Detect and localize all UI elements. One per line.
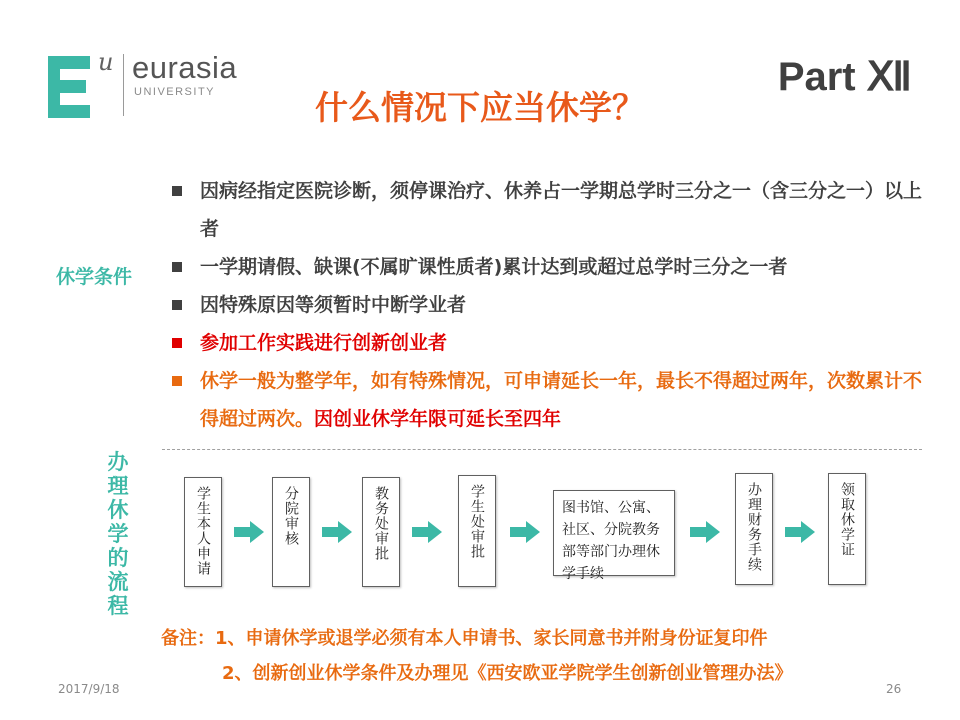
square-bullet-icon	[172, 338, 182, 348]
logo-subtitle: UNIVERSITY	[134, 86, 216, 98]
flow-step-text: 学生处审批	[469, 484, 485, 559]
flow-step-text: 图书馆、公寓、社区、分院教务部等部门办理休学手续	[562, 500, 660, 582]
list-item	[168, 324, 928, 362]
right-arrow-icon	[785, 521, 815, 543]
right-arrow-icon	[690, 521, 720, 543]
bullet-text: 因特殊原因等须暂时中断学业者	[200, 294, 467, 316]
conditions-section-label: 休学条件	[56, 266, 133, 288]
flow-section-label: 办理休学的流程	[107, 450, 129, 618]
note-line-2: 2、创新创业休学条件及办理见《西安欧亚学院学生创新创业管理办法》	[222, 663, 793, 684]
flow-step-text: 办理财务手续	[746, 482, 762, 572]
flow-step-apply	[184, 477, 222, 587]
list-item	[168, 362, 928, 438]
right-arrow-icon	[510, 521, 540, 543]
list-item	[168, 286, 928, 324]
flow-step-text: 教务处审批	[373, 486, 389, 561]
logo-u-letter: u	[98, 48, 114, 76]
page-title: 什么情况下应当休学？	[315, 88, 645, 127]
right-arrow-icon	[234, 521, 264, 543]
flow-step-text: 领取休学证	[839, 482, 855, 557]
right-arrow-icon	[412, 521, 442, 543]
square-bullet-icon	[172, 186, 182, 196]
bullet-text: 因病经指定医院诊断，须停课治疗、休养占一学期总学时三分之一（含三分之一）以上者	[200, 180, 923, 240]
flow-step-academic-approval	[362, 477, 400, 587]
flow-step-text: 分院审核	[283, 486, 299, 546]
section-divider	[162, 449, 922, 450]
note-line-1: 备注：1、申请休学或退学必须有本人申请书、家长同意书并附身份证复印件	[161, 628, 768, 649]
flow-step-finance-procedures	[735, 473, 773, 585]
part-label: Part Ⅻ	[777, 55, 912, 99]
flow-step-department-procedures	[553, 490, 675, 582]
flow-step-text: 学生本人申请	[195, 486, 211, 576]
flow-step-college-review	[272, 477, 310, 587]
right-arrow-icon	[322, 521, 352, 543]
logo-name: eurasia	[132, 50, 238, 85]
bullet-text: 一学期请假、缺课(不属旷课性质者)累计达到或超过总学时三分之一者	[200, 256, 788, 278]
square-bullet-icon	[172, 376, 182, 386]
square-bullet-icon	[172, 300, 182, 310]
flow-step-student-affairs-approval	[458, 475, 496, 587]
conditions-list	[168, 172, 928, 438]
list-item	[168, 248, 928, 286]
square-bullet-icon	[172, 262, 182, 272]
bullet-text: 参加工作实践进行创新创业者	[200, 332, 448, 354]
bullet-highlight-text: 因创业休学年限可延长至四年	[314, 408, 562, 430]
flow-step-receive-certificate	[828, 473, 866, 585]
bullet-text: 休学一般为整学年，如有特殊情况，可申请延长一年，最长不得超过两年，次数累计不得超过两次。	[200, 370, 923, 430]
page-number: 26	[886, 682, 902, 696]
footer-date: 2017/9/18	[58, 682, 120, 696]
list-item	[168, 172, 928, 248]
